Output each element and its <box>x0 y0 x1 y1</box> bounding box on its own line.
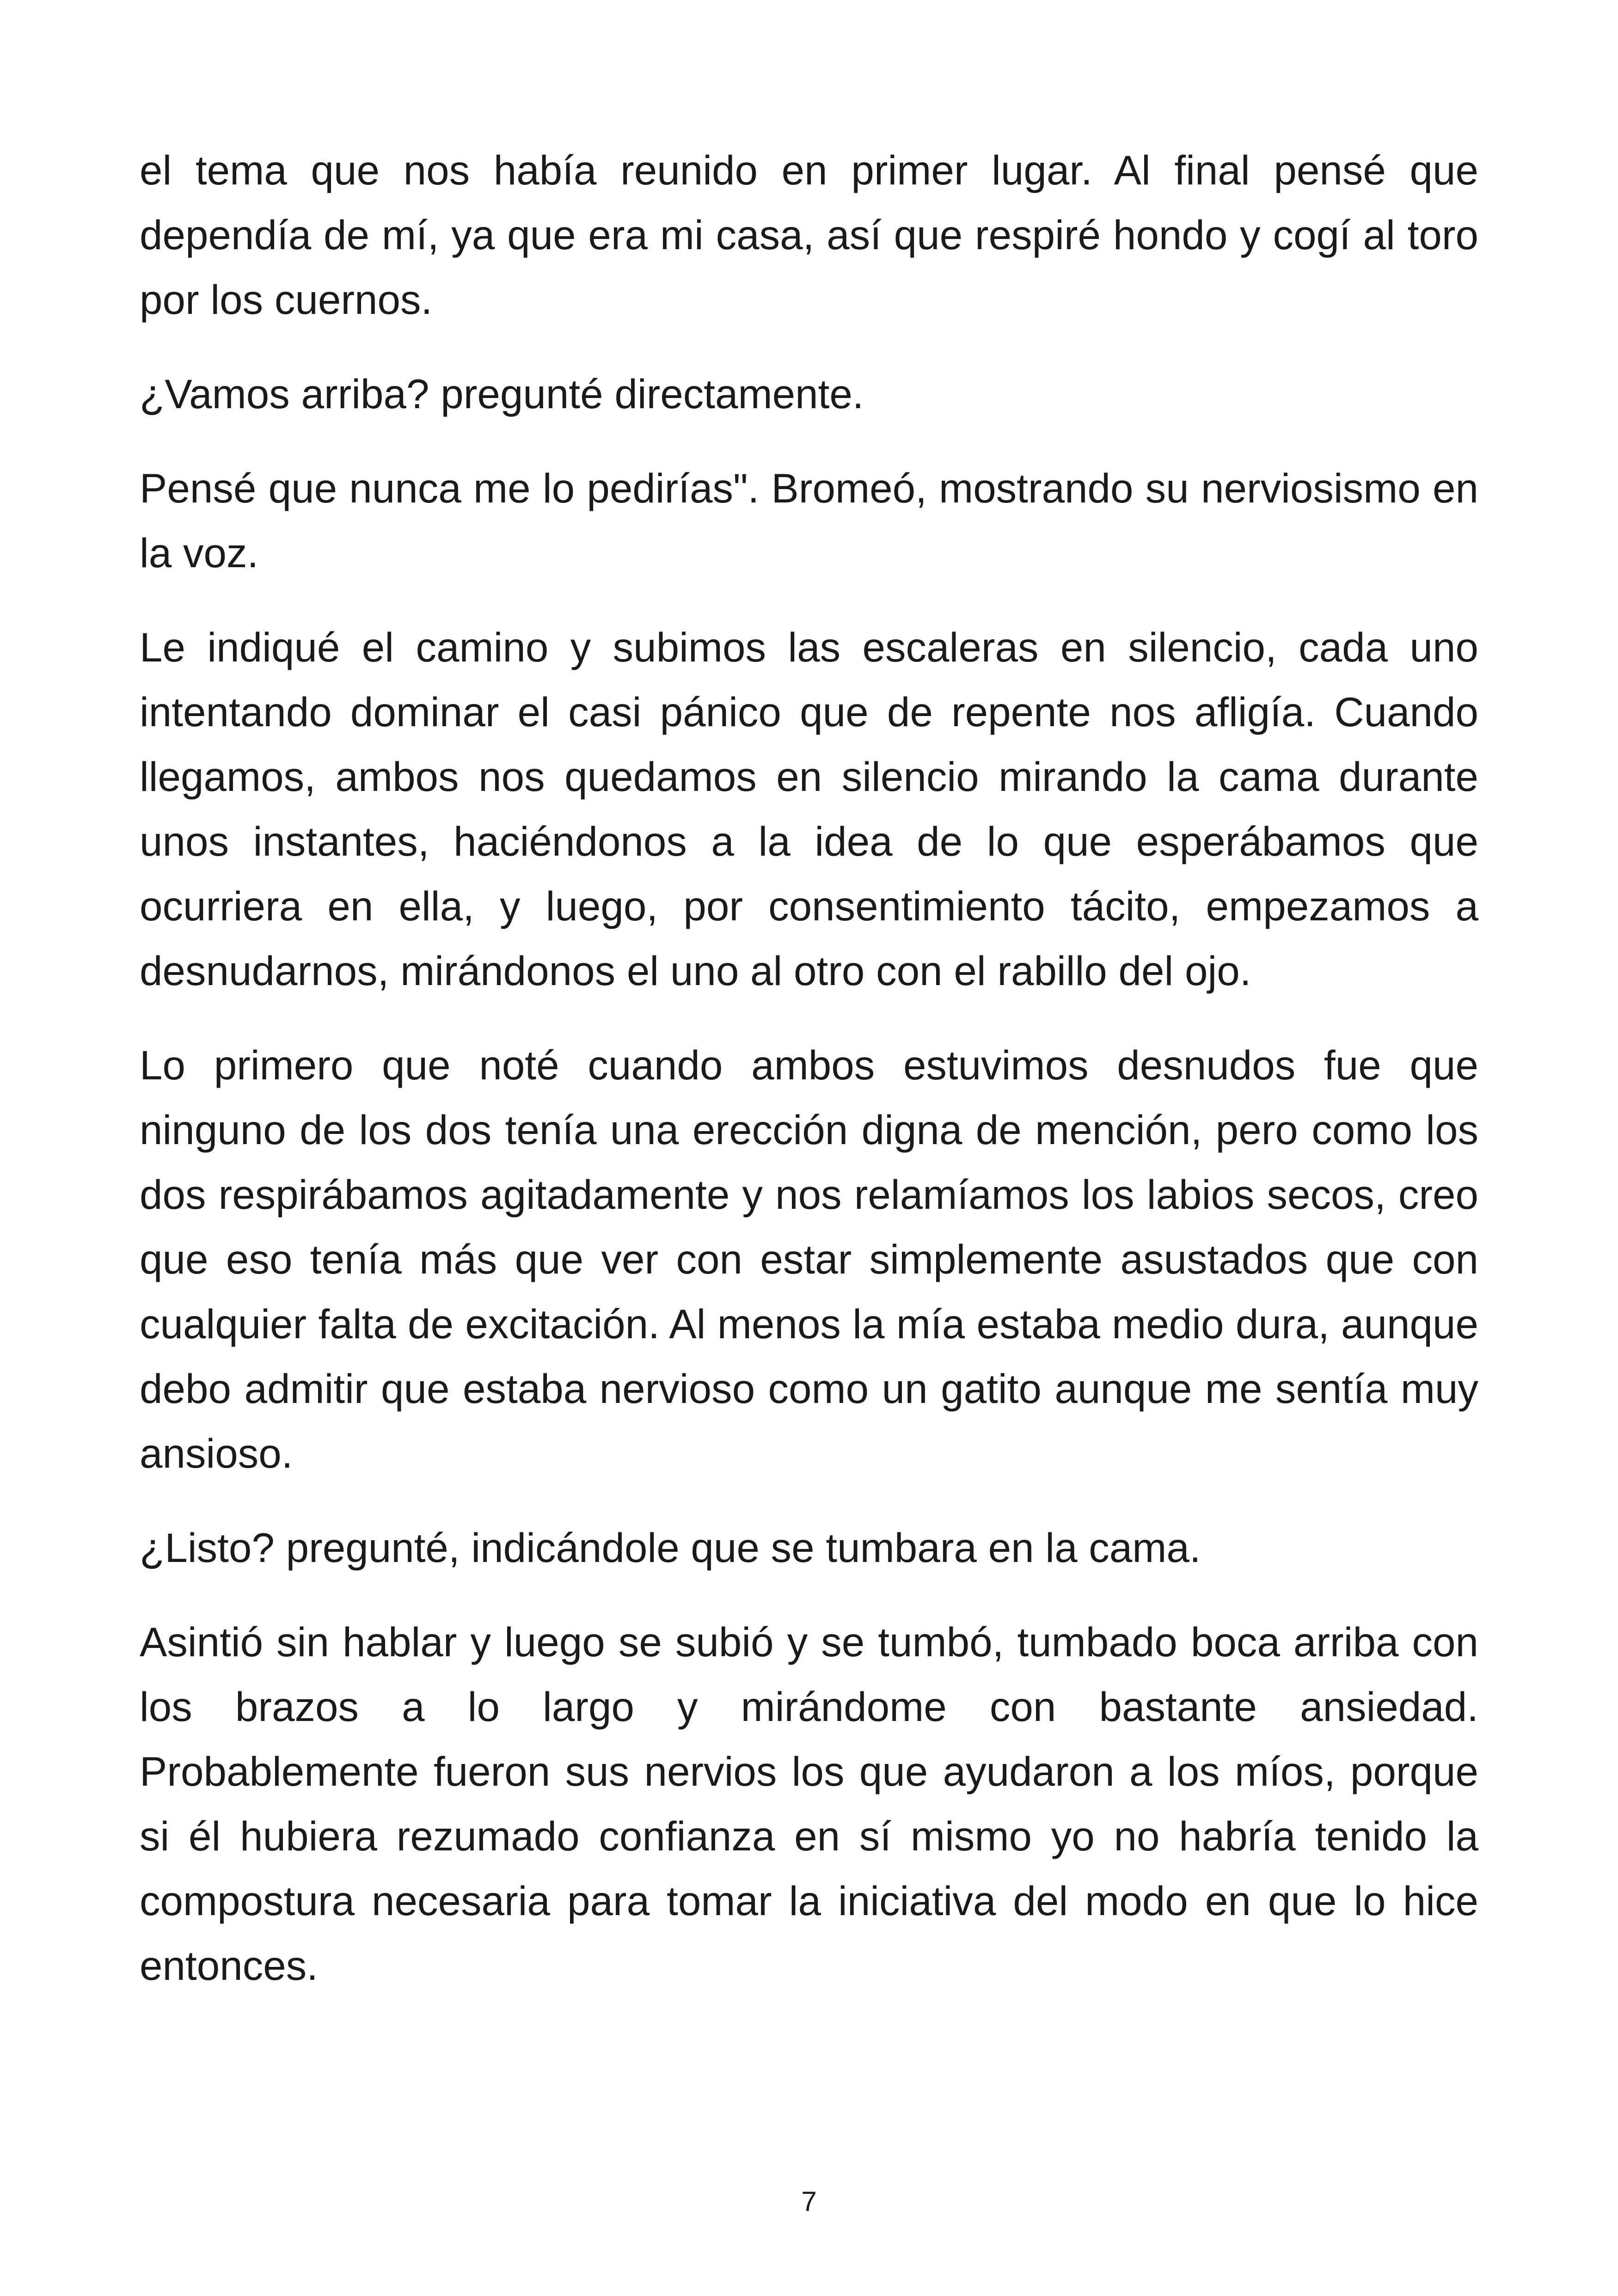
paragraph-2: ¿Vamos arriba? pregunté directamente. <box>140 371 864 417</box>
paragraph-4: Le indiqué el camino y subimos las escaleras en silencio, cada uno intentando dominar el casi pánico que de repente nos afligía. Cuando llegamos, ambos nos quedamos en silencio mirando la cama durante unos instantes, haciéndonos a la idea de lo que esperábamos que ocurriera en ella, y luego, por consentimiento tácito, empezamos a desnudarnos, mirándonos el uno al otro con el rabillo del ojo. <box>140 624 1478 994</box>
page-number: 7 <box>801 2186 817 2217</box>
body-text <box>140 138 1478 2027</box>
paragraph-7: Asintió sin hablar y luego se subió y se tumbó, tumbado boca arriba con los brazos a lo largo y mirándome con bastante ansiedad. Probablemente fueron sus nervios los que ayudaron a los míos, porque si él hubiera rezumado confianza en sí mismo yo no habría tenido la compostura necesaria para tomar la iniciativa del modo en que lo hice entonces. <box>140 1619 1478 1989</box>
paragraph-5: Lo primero que noté cuando ambos estuvimos desnudos fue que ninguno de los dos tenía una erección digna de mención, pero como los dos respirábamos agitadamente y nos relamíamos los labios secos, creo que eso tenía más que ver con estar simplemente asustados que con cualquier falta de excitación. Al menos la mía estaba medio dura, aunque debo admitir que estaba nervioso como un gatito aunque me sentía muy ansioso. <box>140 1042 1478 1476</box>
paragraph-6: ¿Listo? pregunté, indicándole que se tumbara en la cama. <box>140 1525 1201 1571</box>
paragraph-1: el tema que nos había reunido en primer lugar. Al final pensé que dependía de mí, ya que era mi casa, así que respiré hondo y cogí al toro por los cuernos. <box>140 147 1478 323</box>
paragraph-3: Pensé que nunca me lo pedirías". Bromeó, mostrando su nerviosismo en la voz. <box>140 465 1478 576</box>
